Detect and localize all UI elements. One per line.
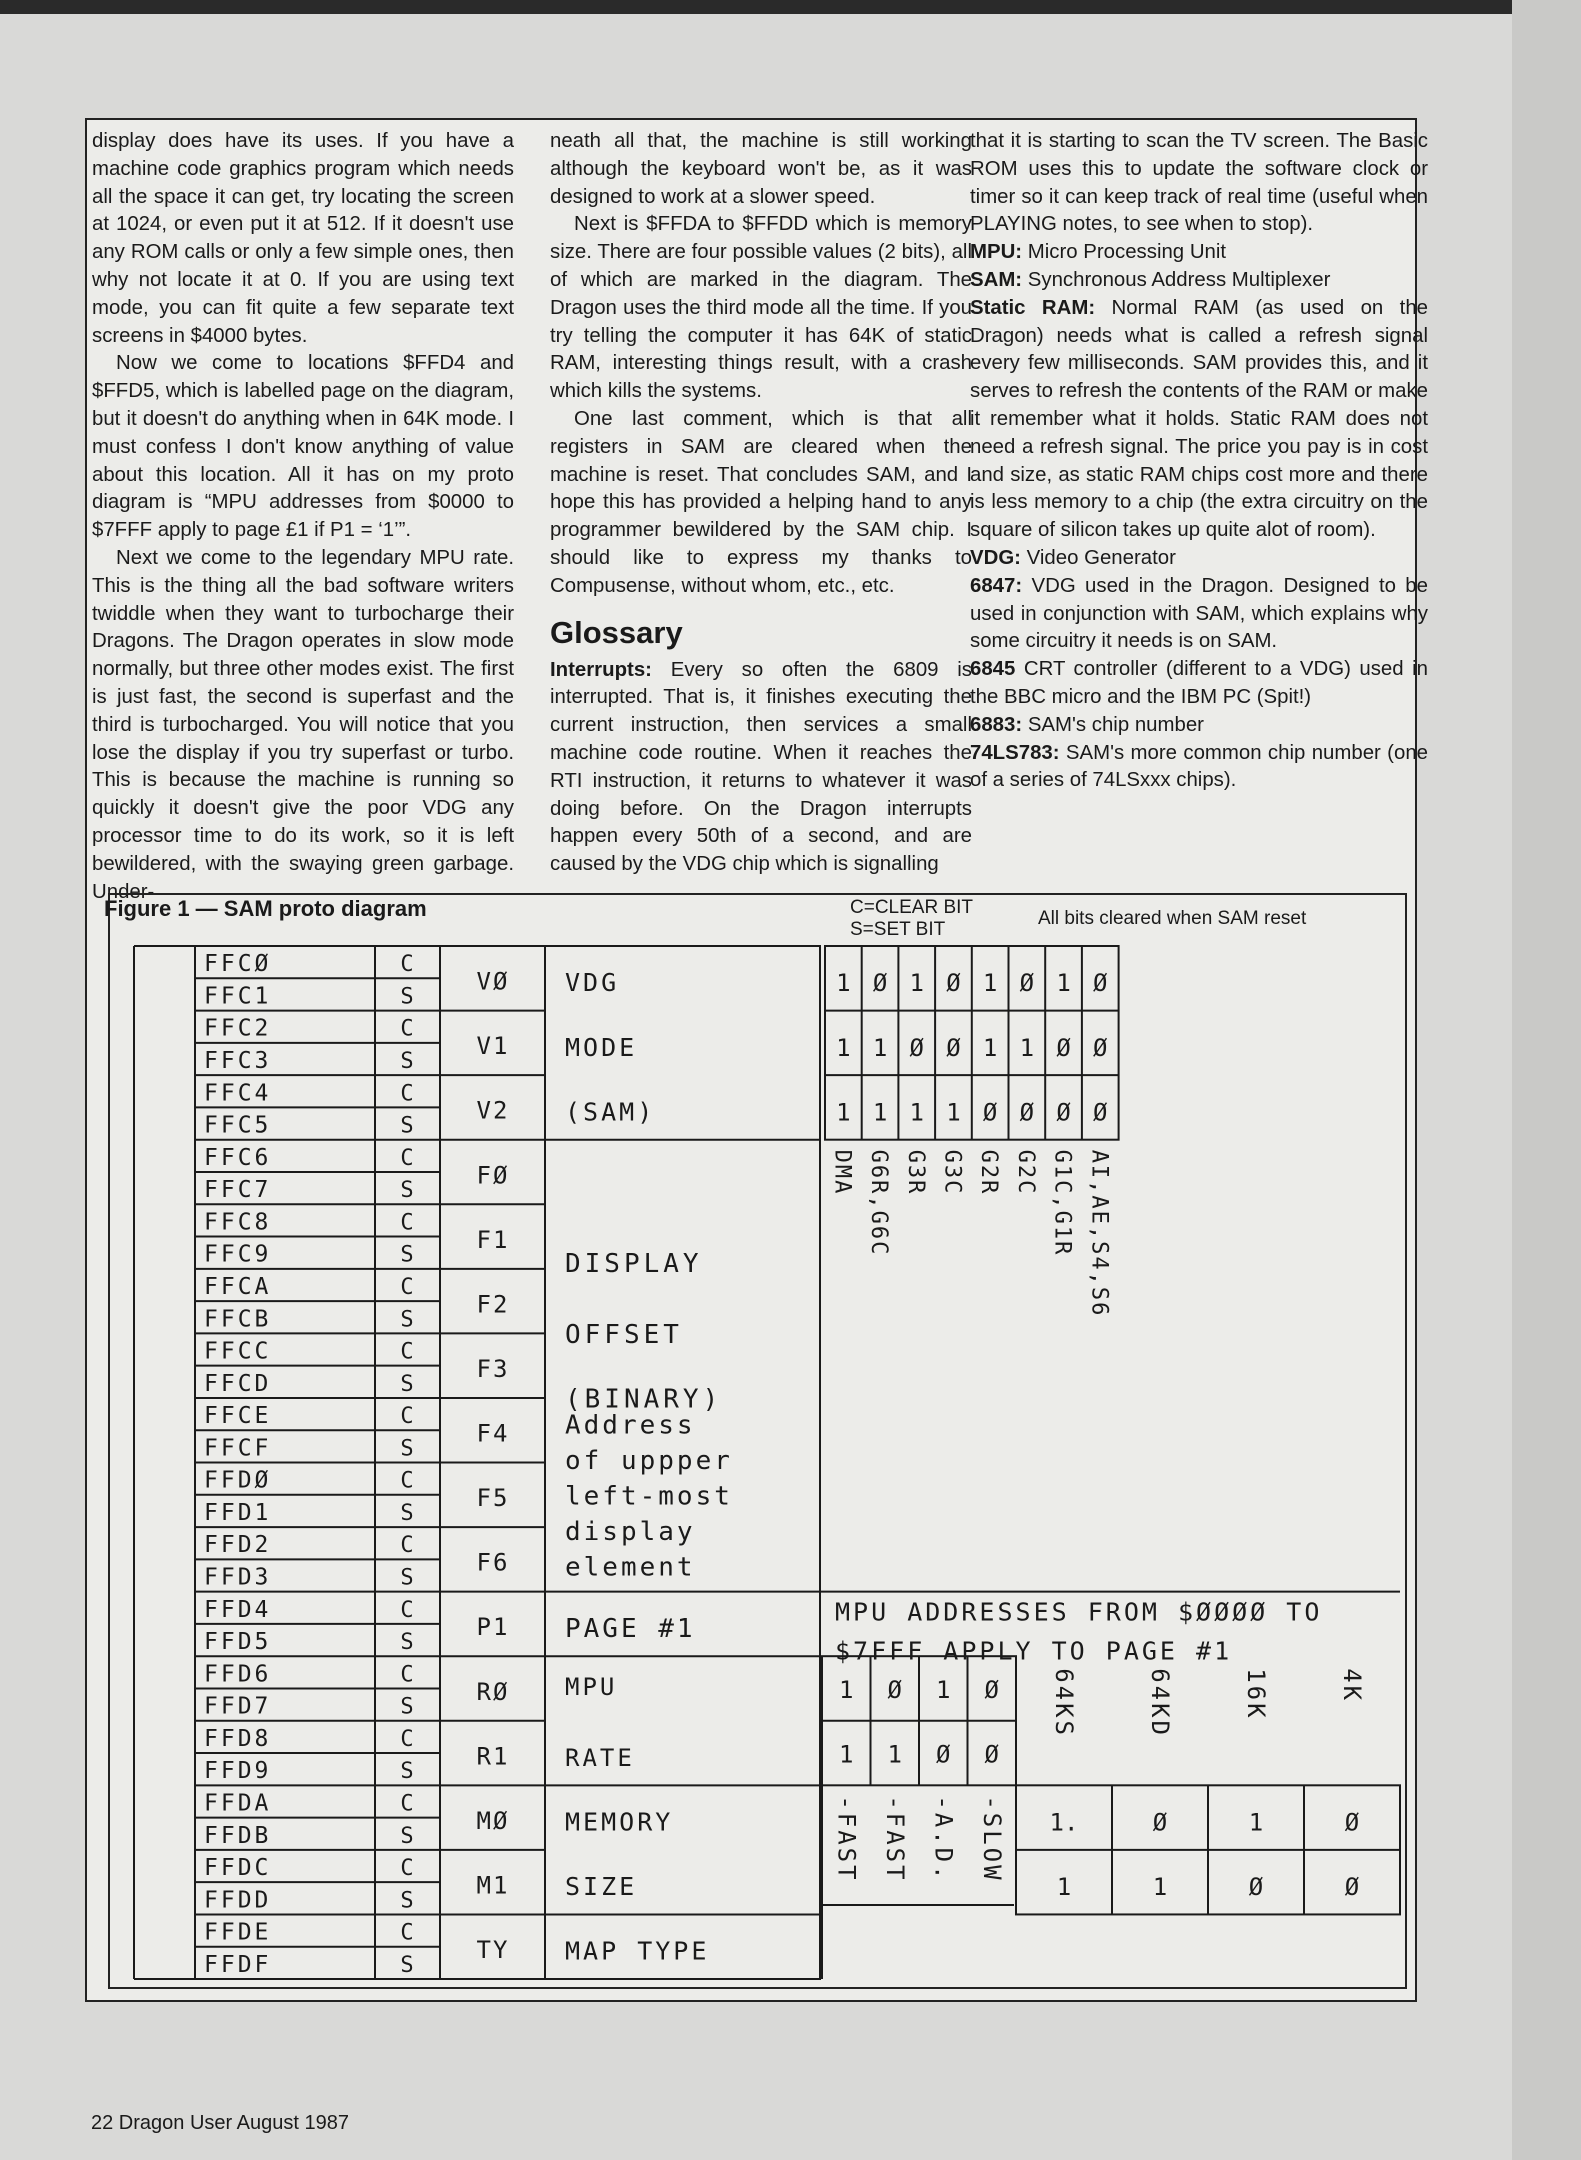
desc-page: PAGE #1: [565, 1613, 696, 1644]
address-label: FFCD: [204, 1370, 272, 1397]
bit-flag: S: [400, 1952, 414, 1978]
glossary-term: 6845: [970, 658, 1016, 681]
bit-name: M1: [476, 1871, 510, 1900]
bit-name: F1: [476, 1225, 510, 1254]
glossary-term: 6883:: [970, 713, 1023, 736]
bit-name: F3: [476, 1354, 510, 1383]
bit-flag: C: [400, 1726, 414, 1752]
bit-flag: S: [400, 1436, 414, 1462]
glossary-definition: Normal RAM (as used on the Dragon) needs what is called a refresh signal every few milliseconds. SAM provides this, and it serves to refresh the contents of the RAM or make it remember what it holds. Static RAM does not need a refresh signal. The price you pay is in cost and size, as static RAM chips cost more and there is less memory to a chip (the extra circuitry on the square of silicon takes up quite alot of room).: [970, 296, 1428, 542]
memory-bit-value: 1: [1152, 1873, 1168, 1902]
address-label: FFDØ: [204, 1467, 272, 1494]
figure-title: Figure 1 — SAM proto diagram: [104, 896, 427, 921]
bit-flag: S: [400, 1242, 414, 1268]
legend-set: S=SET BIT: [850, 919, 946, 940]
bit-flag: C: [400, 1920, 414, 1946]
desc-mpu: MPU: [565, 1672, 618, 1701]
desc-element: element: [565, 1552, 696, 1583]
glossary-definition: Video Generator: [1020, 546, 1176, 569]
vdg-mode-label: G1C,G1R: [1049, 1149, 1075, 1257]
rate-bit-value: 1: [839, 1740, 854, 1769]
desc-memory: MEMORY: [565, 1807, 674, 1837]
vdg-bit-value: Ø: [946, 1033, 961, 1062]
vdg-bit-value: 1: [982, 1033, 998, 1062]
memory-bit-value: Ø: [1248, 1873, 1264, 1902]
rate-bit-value: 1: [839, 1676, 854, 1705]
bit-name: F6: [476, 1548, 510, 1577]
vdg-bit-value: 1: [1019, 1033, 1035, 1062]
bit-flag: C: [400, 1274, 414, 1300]
bit-flag: S: [400, 1565, 414, 1591]
address-label: FFD7: [204, 1693, 272, 1720]
address-label: FFCC: [204, 1338, 272, 1365]
desc-display: DISPLAY: [565, 1249, 703, 1280]
bit-flag: C: [400, 1856, 414, 1882]
vdg-bit-value: Ø: [1056, 1033, 1071, 1062]
memory-size-label: 64KD: [1146, 1668, 1174, 1738]
memory-bit-value: Ø: [1344, 1873, 1360, 1902]
desc-size: SIZE: [565, 1872, 638, 1902]
paragraph: Next we come to the legendary MPU rate. This is the thing all the bad software writers twiddle when they want to turbocharge their Dragons. The Dragon operates in slow mode normally, but three other modes exist. The first is just fast, the second is superfast and the third is turbocharged. You will notice that you lose the display if you try superfast or turbo. This is because the machine is running so quickly it doesn't give the poor VDG any processor time to do its work, so it is left bewildered, with the swaying green garbage. Under-: [92, 546, 514, 903]
bit-flag: S: [400, 1178, 414, 1204]
bit-name: VØ: [476, 967, 510, 996]
glossary-definition: VDG used in the Dragon. Designed to be used in conjunction with SAM, which explains why some circuitry it needs is on SAM.: [970, 574, 1428, 653]
memory-bit-value: 1: [1248, 1808, 1264, 1837]
bit-name: R1: [476, 1742, 510, 1771]
bit-name: P1: [476, 1613, 510, 1642]
address-label: FFD2: [204, 1532, 272, 1559]
desc-map-type: MAP TYPE: [565, 1936, 710, 1966]
vdg-mode-label: G2R: [976, 1149, 1002, 1196]
paragraph: that it is starting to scan the TV screen. The Basic ROM uses this to update the software clock or timer so it can keep track of real time (useful when PLAYING notes, to see when to stop).: [970, 130, 1428, 236]
address-label: FFC8: [204, 1209, 272, 1236]
paragraph: display does have its uses. If you have a machine code graphics program which needs all the space it can get, try locating the screen at 1024, or even put it at 512. If it doesn't use any ROM calls or only a few simple ones, then why not locate it at 0. If you are using text mode, you can fit quite a few separate text screens in $4000 bytes.: [92, 130, 514, 347]
glossary-term: 6847:: [970, 574, 1023, 597]
vdg-bit-value: Ø: [1056, 1098, 1071, 1127]
address-label: FFD3: [204, 1564, 272, 1591]
bit-flag: C: [400, 1791, 414, 1817]
vdg-bit-value: Ø: [1093, 1033, 1108, 1062]
address-label: FFCF: [204, 1435, 272, 1462]
desc-of-upper: of uppper: [565, 1445, 733, 1476]
desc-offset: OFFSET: [565, 1320, 683, 1351]
bit-flag: C: [400, 952, 414, 978]
glossary-definition: Synchronous Address Multiplexer: [1022, 268, 1331, 291]
bit-flag: S: [400, 1823, 414, 1849]
rate-bit-value: Ø: [887, 1676, 902, 1705]
address-label: FFDF: [204, 1951, 272, 1978]
glossary-definition: SAM's more common chip number (one of a series of 74LSxxx chips).: [970, 741, 1428, 792]
legend-clear: C=CLEAR BIT: [850, 897, 974, 918]
vdg-bit-value: 1: [872, 1098, 888, 1127]
vdg-mode-label: G3R: [902, 1149, 928, 1196]
desc-binary: (BINARY): [565, 1384, 723, 1415]
bit-flag: S: [400, 1759, 414, 1785]
paragraph: Now we come to locations $FFD4 and $FFD5, which is labelled page on the diagram, but it doesn't do anything when in 64K mode. I must confess I don't know anything of value about this location. All it has on my proto diagram is “MPU addresses from $0000 to $7FFF apply to page £1 if P1 = ‘1’”.: [92, 352, 514, 542]
vdg-bit-value: Ø: [872, 969, 888, 998]
rate-bit-value: 1: [936, 1676, 951, 1705]
bit-flag: C: [400, 1081, 414, 1107]
desc-address: Address: [565, 1410, 696, 1441]
vdg-mode-label: DMA: [829, 1149, 855, 1196]
memory-size-label: 4K: [1338, 1668, 1366, 1704]
glossary-definition: SAM's chip number: [1022, 713, 1204, 736]
bit-flag: S: [400, 1371, 414, 1397]
vdg-bit-value: Ø: [946, 969, 961, 998]
bit-flag: S: [400, 1694, 414, 1720]
bit-flag: C: [400, 1404, 414, 1430]
memory-size-label: 64KS: [1050, 1668, 1078, 1738]
address-label: FFDC: [204, 1855, 272, 1882]
glossary-term: VDG:: [970, 546, 1021, 569]
paragraph: Next is $FFDA to $FFDD which is memory size. There are four possible values (2 bits), all of which are marked in the diagram. The Dragon uses the third mode all the time. If you try telling the computer it has 64K of static RAM, interesting things result, with a crash which kills the systems.: [550, 213, 972, 403]
rate-bit-value: Ø: [984, 1676, 999, 1705]
desc-rate: RATE: [565, 1743, 635, 1772]
vdg-mode-label: AI,AE,S4,S6: [1086, 1149, 1112, 1318]
page-note: $7FFF APPLY TO PAGE #1: [835, 1636, 1233, 1666]
page-note: MPU ADDRESSES FROM $ØØØØ TO: [835, 1597, 1323, 1627]
vdg-bit-value: 1: [836, 1033, 851, 1062]
rate-bit-value: 1: [887, 1740, 902, 1769]
rate-mode-label: -SLOW: [977, 1795, 1006, 1883]
bit-flag: C: [400, 1016, 414, 1042]
bit-flag: S: [400, 1630, 414, 1656]
vdg-bit-value: 1: [909, 969, 924, 998]
vdg-bit-value: Ø: [1093, 969, 1108, 998]
desc-mode: MODE: [565, 1032, 638, 1062]
bit-name: V2: [476, 1096, 510, 1125]
rate-bit-value: Ø: [984, 1740, 999, 1769]
vdg-bit-value: Ø: [1093, 1098, 1108, 1127]
bit-flag: C: [400, 1533, 414, 1559]
address-label: FFD4: [204, 1596, 272, 1623]
address-label: FFD1: [204, 1499, 272, 1526]
address-label: FFC9: [204, 1241, 272, 1268]
vdg-bit-value: 1: [909, 1098, 924, 1127]
glossary-term: Interrupts:: [550, 658, 652, 681]
bit-flag: C: [400, 1468, 414, 1494]
bit-name: RØ: [476, 1677, 510, 1706]
desc-left-most: left-most: [565, 1481, 733, 1512]
bit-flag: S: [400, 1500, 414, 1526]
bit-name: V1: [476, 1032, 510, 1061]
desc-sam: (SAM): [565, 1097, 656, 1127]
memory-bit-value: Ø: [1152, 1808, 1168, 1837]
vdg-bit-value: 1: [982, 969, 998, 998]
address-label: FFC5: [204, 1112, 272, 1139]
memory-size-label: 16K: [1242, 1668, 1270, 1721]
rate-bit-value: Ø: [936, 1740, 951, 1769]
address-label: FFC6: [204, 1144, 272, 1171]
bit-flag: C: [400, 1339, 414, 1365]
address-label: FFCA: [204, 1273, 272, 1300]
bit-name: F4: [476, 1419, 510, 1448]
bit-flag: S: [400, 1113, 414, 1139]
glossary-term: Static RAM:: [970, 296, 1096, 319]
bit-name: F2: [476, 1290, 510, 1319]
bit-flag: S: [400, 1888, 414, 1914]
address-label: FFD5: [204, 1629, 272, 1656]
glossary-term: MPU:: [970, 241, 1023, 264]
bit-flag: S: [400, 1307, 414, 1333]
glossary-definition: Every so often the 6809 is interrupted. That is, it finishes executing the current instruction, then services a small machine code routine. When it reaches the RTI instruction, it returns to whatever it was doing before. On the Dragon interrupts happen every 50th of a second, and are caused by the VDG chip which is signalling: [550, 658, 972, 876]
bit-flag: C: [400, 1145, 414, 1171]
address-label: FFDE: [204, 1919, 272, 1946]
address-label: FFD8: [204, 1725, 272, 1752]
vdg-mode-label: G3C: [939, 1149, 965, 1196]
address-label: FFDB: [204, 1822, 272, 1849]
address-label: FFDA: [204, 1790, 272, 1817]
paragraph: One last comment, which is that all registers in SAM are cleared when the machine is reset. That concludes SAM, and I hope this has provided a helping hand to any programmer bewildered by the SAM chip. I should like to express my thanks to Compusense, without whom, etc., etc.: [550, 407, 972, 597]
desc-display-word: display: [565, 1516, 696, 1547]
address-label: FFC4: [204, 1080, 272, 1107]
glossary-heading: Glossary: [550, 614, 683, 650]
vdg-mode-label: G6R,G6C: [866, 1149, 892, 1257]
memory-bit-value: 1: [1056, 1873, 1072, 1902]
vdg-bit-value: Ø: [1019, 1098, 1035, 1127]
bit-flag: C: [400, 1662, 414, 1688]
rate-mode-label: -A.D.: [929, 1795, 958, 1883]
vdg-bit-value: 1: [836, 1098, 851, 1127]
bit-flag: C: [400, 1210, 414, 1236]
legend-reset-note: All bits cleared when SAM reset: [1038, 908, 1307, 929]
address-label: FFDD: [204, 1887, 272, 1914]
vdg-bit-value: Ø: [982, 1098, 998, 1127]
address-label: FFC3: [204, 1048, 272, 1075]
bit-flag: S: [400, 1049, 414, 1075]
vdg-bit-value: 1: [1056, 969, 1071, 998]
glossary-definition: Micro Processing Unit: [1022, 241, 1227, 264]
bit-flag: S: [400, 984, 414, 1010]
memory-bit-value: 1.: [1049, 1808, 1079, 1837]
vdg-bit-value: Ø: [909, 1033, 924, 1062]
bit-flag: C: [400, 1597, 414, 1623]
vdg-bit-value: 1: [836, 969, 851, 998]
page-footer: 22 Dragon User August 1987: [91, 2112, 349, 2134]
address-label: FFD9: [204, 1758, 272, 1785]
address-label: FFCE: [204, 1403, 272, 1430]
vdg-bit-value: Ø: [1019, 969, 1035, 998]
bit-name: F5: [476, 1484, 510, 1513]
rate-mode-label: -FAST: [880, 1795, 909, 1883]
address-label: FFC7: [204, 1177, 272, 1204]
address-label: FFC2: [204, 1015, 272, 1042]
bit-name: MØ: [476, 1806, 510, 1835]
vdg-bit-value: 1: [946, 1098, 961, 1127]
desc-vdg: VDG: [565, 968, 620, 998]
vdg-mode-label: G2C: [1012, 1149, 1038, 1196]
address-label: FFC1: [204, 983, 272, 1010]
bit-name: FØ: [476, 1161, 510, 1190]
rate-mode-label: -FAST: [832, 1795, 861, 1883]
memory-bit-value: Ø: [1344, 1808, 1360, 1837]
glossary-term: 74LS783:: [970, 741, 1060, 764]
paragraph: neath all that, the machine is still working although the keyboard won't be, as it was designed to work at a slower speed.: [550, 130, 972, 208]
glossary-term: SAM:: [970, 268, 1023, 291]
glossary-definition: CRT controller (different to a VDG) used in the BBC micro and the IBM PC (Spit!): [970, 658, 1428, 708]
vdg-bit-value: 1: [872, 1033, 888, 1062]
address-label: FFCB: [204, 1306, 272, 1333]
address-label: FFCØ: [204, 951, 272, 978]
bit-name: TY: [476, 1936, 510, 1965]
address-label: FFD6: [204, 1661, 272, 1688]
